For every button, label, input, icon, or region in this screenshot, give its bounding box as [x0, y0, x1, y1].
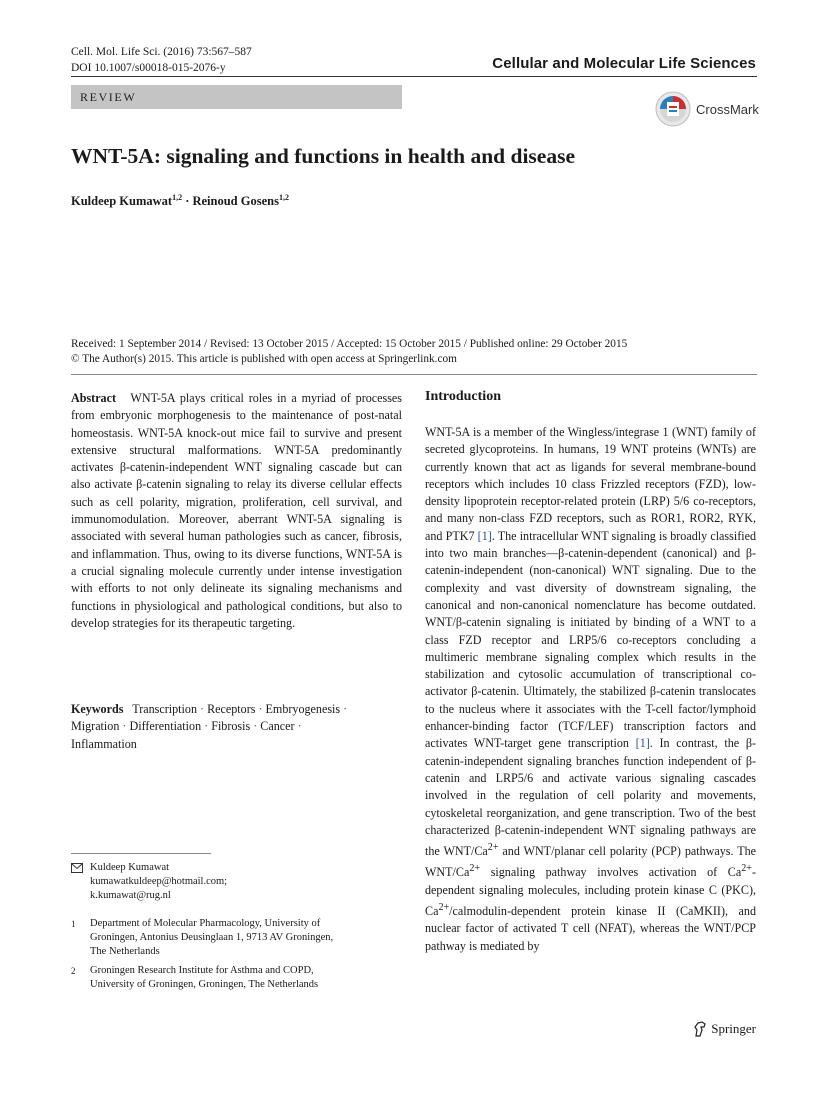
author-name[interactable]: Kuldeep Kumawat — [71, 194, 173, 209]
keyword[interactable]: Migration — [71, 719, 120, 734]
superscript: 2+ — [438, 902, 450, 914]
abstract — [71, 390, 402, 632]
doi: DOI 10.1007/s00018-015-2076-y — [71, 62, 226, 74]
author-separator: · — [185, 194, 190, 209]
keyword[interactable]: Receptors — [207, 702, 256, 716]
journal-name: Cellular and Molecular Life Sciences — [492, 55, 756, 72]
email-link[interactable]: k.kumawat@rug.nl — [90, 890, 171, 901]
affiliation-mark: 2 — [71, 966, 76, 976]
correspondence — [71, 861, 402, 903]
publisher-name: Springer — [711, 1021, 756, 1036]
keyword[interactable]: Transcription — [132, 702, 197, 716]
intro-text: WNT-5A is a member of the Wingless/integrase 1 (WNT) family of secreted glycoproteins. In humans, 19 WNT proteins (WNTs) are currently known that act as ligands for several membrane-bound receptors which includes 10 class Frizzled receptors (FZD), low-density lipoprotein receptor-related protein (LRP) 5/6 co-receptors, and many non-class FZD receptors, such as ROR1, ROR2, RYK, and PTK7 — [425, 425, 756, 543]
section-rule — [71, 374, 757, 375]
keyword[interactable]: Differentiation — [129, 719, 202, 734]
intro-text: . The intracellular WNT signaling is broadly classified into two main branches—β-catenin-dependent (canonical) and β-catenin-independent (non-canonical) WNT signaling. Due to the complexity and vast diversity of downstream signaling, the canonical and non-canonical nomenclature has become outdated. WNT/β-catenin signaling is initiated by binding of a WNT to a class FZD receptor and LRP5/6 co-receptors concluding a multimeric membrane signaling complex which results in the stabilization and cytosolic accumulation of transcriptional co-activator β-catenin. Ultimately, the stabilized β-catenin translocates to the nucleus where it associates with the T-cell factor/lymphoid enhancer-binding factor (TCF/LEF) transcription factors and activates WNT-target gene transcription — [425, 528, 756, 751]
intro-text: signaling pathway involves activation of Ca — [480, 865, 742, 880]
keyword[interactable]: Inflammation — [71, 736, 137, 751]
email-link[interactable]: kumawatkuldeep@hotmail.com; — [90, 876, 228, 887]
superscript: 2+ — [487, 842, 499, 854]
publisher-logo — [693, 1021, 756, 1037]
affiliation-line: Department of Molecular Pharmacology, University of — [90, 918, 321, 929]
intro-text: /calmodulin-dependent protein kinase II (CaMKII), and nuclear factor of activated T cell (NFAT), whereas the WNT/PCP pathway is mediated by — [425, 904, 756, 953]
keyword[interactable]: Cancer — [260, 719, 295, 734]
keyword[interactable]: Fibrosis — [211, 719, 251, 734]
journal-meta — [71, 44, 252, 76]
article-history — [71, 337, 627, 367]
affiliation-line: Groningen Research Institute for Asthma and COPD, — [90, 965, 314, 976]
crossmark-label: CrossMark — [696, 101, 759, 117]
crossmark-icon — [655, 91, 691, 127]
intro-text: . In contrast, the β-catenin-independent signaling branches function independent of β-catenin and LRP5/6 and activate various signaling cascades involved in the regulation of cell polarity and movements, cytoskeletal reorganization, and gene transcription. Two of the best characterized β-catenin-independent WNT signaling pathways are the WNT/Ca — [425, 736, 756, 859]
correspondence-name: Kuldeep Kumawat — [90, 862, 170, 873]
introduction-heading: Introduction — [425, 389, 501, 404]
envelope-icon — [71, 861, 90, 903]
affiliation-line: Groningen, Antonius Deusinglaan 1, 9713 AV Groningen, — [90, 932, 334, 943]
author-affiliation: 1,2 — [172, 193, 183, 202]
affiliation-1 — [71, 917, 402, 959]
author-affiliation: 1,2 — [278, 193, 289, 202]
author-list — [71, 193, 289, 209]
copyright-line: © The Author(s) 2015. This article is published with open access at Springerlink.com — [71, 353, 457, 365]
superscript: 2+ — [741, 863, 752, 875]
article-type-bar: REVIEW — [71, 85, 402, 109]
citation: Cell. Mol. Life Sci. (2016) 73:567–587 — [71, 46, 252, 58]
affiliation-2 — [71, 964, 402, 992]
keywords-heading: Keywords — [71, 702, 124, 716]
crossmark-badge[interactable] — [655, 90, 759, 128]
citation-link[interactable]: [1] — [635, 736, 650, 751]
keywords: Keywords Transcription · Receptors · Embryogenesis · Migration · Differentiation · Fibrosis · Cancer · Inflammation — [71, 702, 348, 751]
header-rule — [71, 76, 757, 77]
footnote-rule — [71, 853, 211, 854]
affiliation-line: The Netherlands — [90, 946, 160, 957]
intro-text: -dependent signaling molecules, including protein kinase C (PKC), Ca — [425, 865, 756, 919]
affiliation-mark: 1 — [71, 919, 76, 929]
superscript: 2+ — [469, 863, 481, 875]
citation-link[interactable]: [1] — [477, 528, 492, 543]
author-name[interactable]: Reinoud Gosens — [192, 194, 279, 209]
introduction-body — [425, 424, 756, 955]
article-dates: Received: 1 September 2014 / Revised: 13 October 2015 / Accepted: 15 October 2015 / Published online: 29 October 2015 — [71, 338, 628, 350]
affiliation-line: University of Groningen, Groningen, The Netherlands — [90, 979, 319, 990]
springer-horse-icon — [693, 1021, 707, 1037]
abstract-heading: Abstract — [71, 391, 117, 405]
keyword[interactable]: Embryogenesis — [265, 702, 341, 716]
article-title: WNT-5A: signaling and functions in health and disease — [71, 144, 575, 168]
intro-text: and WNT/planar cell polarity (PCP) pathways. The WNT/Ca — [425, 844, 756, 880]
abstract-text: WNT-5A plays critical roles in a myriad of processes from embryonic morphogenesis to the maintenance of post-natal homeostasis. WNT-5A knock-out mice fail to survive and present extensive structural malformations. WNT-5A predominantly activates β-catenin-independent WNT signaling cascade but can also activate β-catenin signaling to relay its diverse cellular effects such as cell polarity, migration, proliferation, cell survival, and immunomodulation. Moreover, aberrant WNT-5A signaling is associated with several human pathologies such as cancer, fibrosis, and inflammation. Thus, owing to its diverse functions, WNT-5A is a crucial signaling molecule currently under intense investigation with efforts to not only delineate its signaling mechanisms and functions in physiological and pathological conditions, but also to develop strategies for its therapeutic targeting. — [71, 391, 403, 630]
